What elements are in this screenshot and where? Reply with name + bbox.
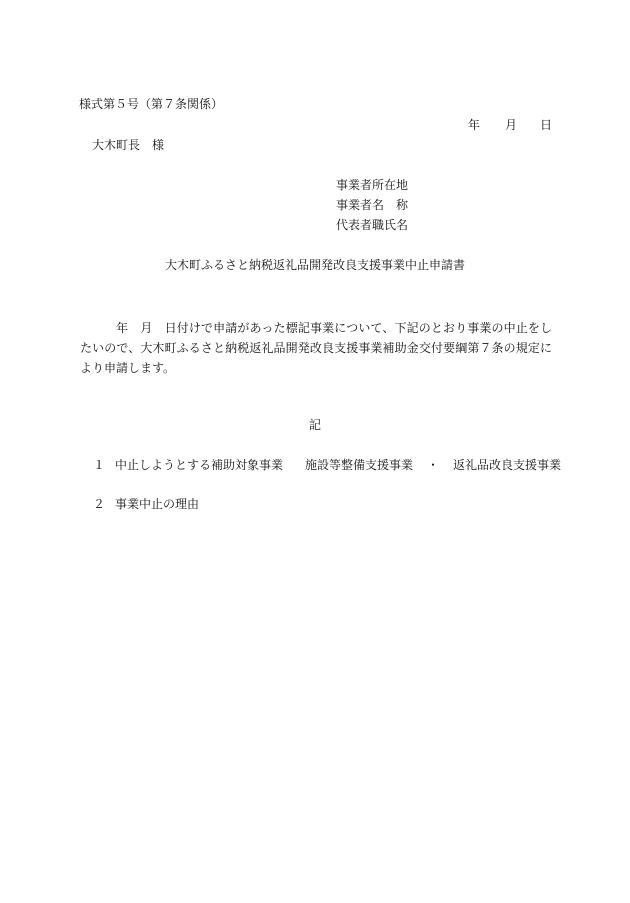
form-number: 様式第５号（第７条関係） <box>79 97 224 111</box>
date-line <box>468 118 553 134</box>
date-year-label: 年 <box>468 118 481 132</box>
body-paragraph <box>80 318 552 378</box>
item-number: １ <box>93 458 106 472</box>
date-month-label: 月 <box>505 118 518 132</box>
applicant-block <box>336 178 408 238</box>
document-title: 大木町ふるさと納税返礼品開発改良支援事業中止申請書 <box>164 258 465 272</box>
date-day-label: 日 <box>540 118 553 132</box>
record-heading: 記 <box>308 418 321 432</box>
option-gift-improvement[interactable]: 返礼品改良支援事業 <box>453 458 562 472</box>
item-label: 事業中止の理由 <box>115 497 200 511</box>
option-facility-support[interactable]: 施設等整備支援事業 <box>305 458 414 472</box>
item-label: 中止しようとする補助対象事業 <box>115 458 284 472</box>
applicant-representative-label: 代表者職氏名 <box>336 218 409 232</box>
body-text: 年 月 日付けで申請があった標記事業について、下記のとおり事業の中止をしたいので、大木町ふるさと納税返礼品開発改良支援事業補助金交付要綱第７条の規定により申請します。 <box>80 321 552 375</box>
item-number: ２ <box>93 497 106 511</box>
list-item <box>93 458 561 472</box>
addressee: 大木町長 様 <box>92 138 165 152</box>
applicant-name-label: 事業者名 称 <box>336 198 409 212</box>
option-separator: ・ <box>427 458 440 472</box>
applicant-address-label: 事業者所在地 <box>336 178 409 192</box>
list-item <box>93 497 199 511</box>
